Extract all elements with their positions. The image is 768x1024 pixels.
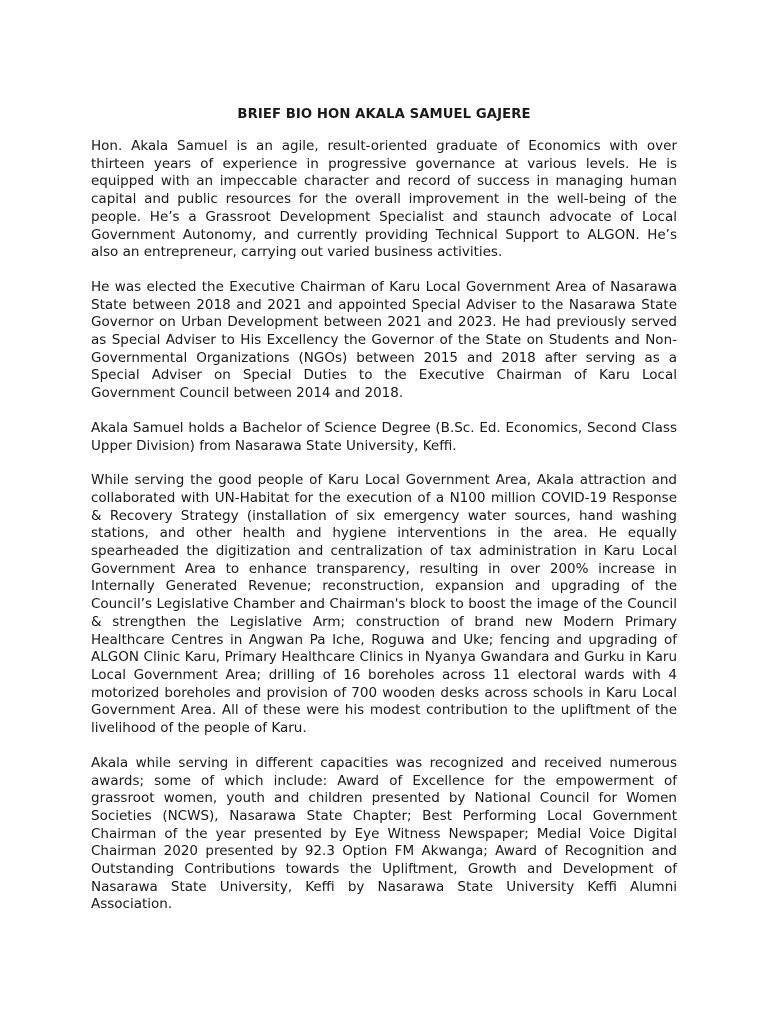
- paragraph-career: He was elected the Executive Chairman of Karu Local Government Area of Nasarawa State between 2018 and 2021 and appointed Special Adviser to the Nasarawa State Governor on Urban Development between 2021 and 2023. He had previously served as Special Adviser to His Excellency the Governor of the State on Students and Non-Governmental Organizations (NGOs) between 2015 and 2018 after serving as a Special Adviser on Special Duties to the Executive Chairman of Karu Local Government Council between 2014 and 2018.: [91, 278, 677, 402]
- paragraph-intro: Hon. Akala Samuel is an agile, result-oriented graduate of Economics with over thirteen years of experience in progressive governance at various levels. He is equipped with an impeccable character and record of success in managing human capital and public resources for the overall improvement in the well-being of the people. He’s a Grassroot Development Specialist and staunch advocate of Local Government Autonomy, and currently providing Technical Support to ALGON. He’s also an entrepreneur, carrying out varied business activities.: [91, 138, 677, 261]
- paragraph-awards: Akala while serving in different capacities was recognized and received numerous awards; some of which include: Award of Excellence for the empowerment of grassroot women, youth and children presented by National Council for Women Societies (NCWS), Nasarawa State Chapter; Best Performing Local Government Chairman of the year presented by Eye Witness Newspaper; Medial Voice Digital Chairman 2020 presented by 92.3 Option FM Akwanga; Award of Recognition and Outstanding Contributions towards the Upliftment, Growth and Development of Nasarawa State University, Keffi by Nasarawa State University Keffi Alumni Association.: [91, 754, 677, 913]
- document-page: [91, 106, 677, 931]
- document-title: BRIEF BIO HON AKALA SAMUEL GAJERE: [237, 107, 531, 122]
- paragraph-achievements: While serving the good people of Karu Local Government Area, Akala attraction and collaborated with UN-Habitat for the execution of a N100 million COVID-19 Response & Recovery Strategy (installation of six emergency water sources, hand washing stations, and other health and hygiene interventions in the area. He equally spearheaded the digitization and centralization of tax administration in Karu Local Government Area to enhance transparency, resulting in over 200% increase in Internally Generated Revenue; reconstruction, expansion and upgrading of the Council’s Legislative Chamber and Chairman's block to boost the image of the Council & strengthen the Legislative Arm; construction of brand new Modern Primary Healthcare Centres in Angwan Pa Iche, Roguwa and Uke; fencing and upgrading of ALGON Clinic Karu, Primary Healthcare Clinics in Nyanya Gwandara and Gurku in Karu Local Government Area; drilling of 16 boreholes across 11 electoral wards with 4 motorized boreholes and provision of 700 wooden desks across schools in Karu Local Government Area. All of these were his modest contribution to the upliftment of the livelihood of the people of Karu.: [91, 472, 677, 737]
- paragraph-education: Akala Samuel holds a Bachelor of Science Degree (B.Sc. Ed. Economics, Second Class Upper Division) from Nasarawa State University, Keffi.: [91, 419, 677, 454]
